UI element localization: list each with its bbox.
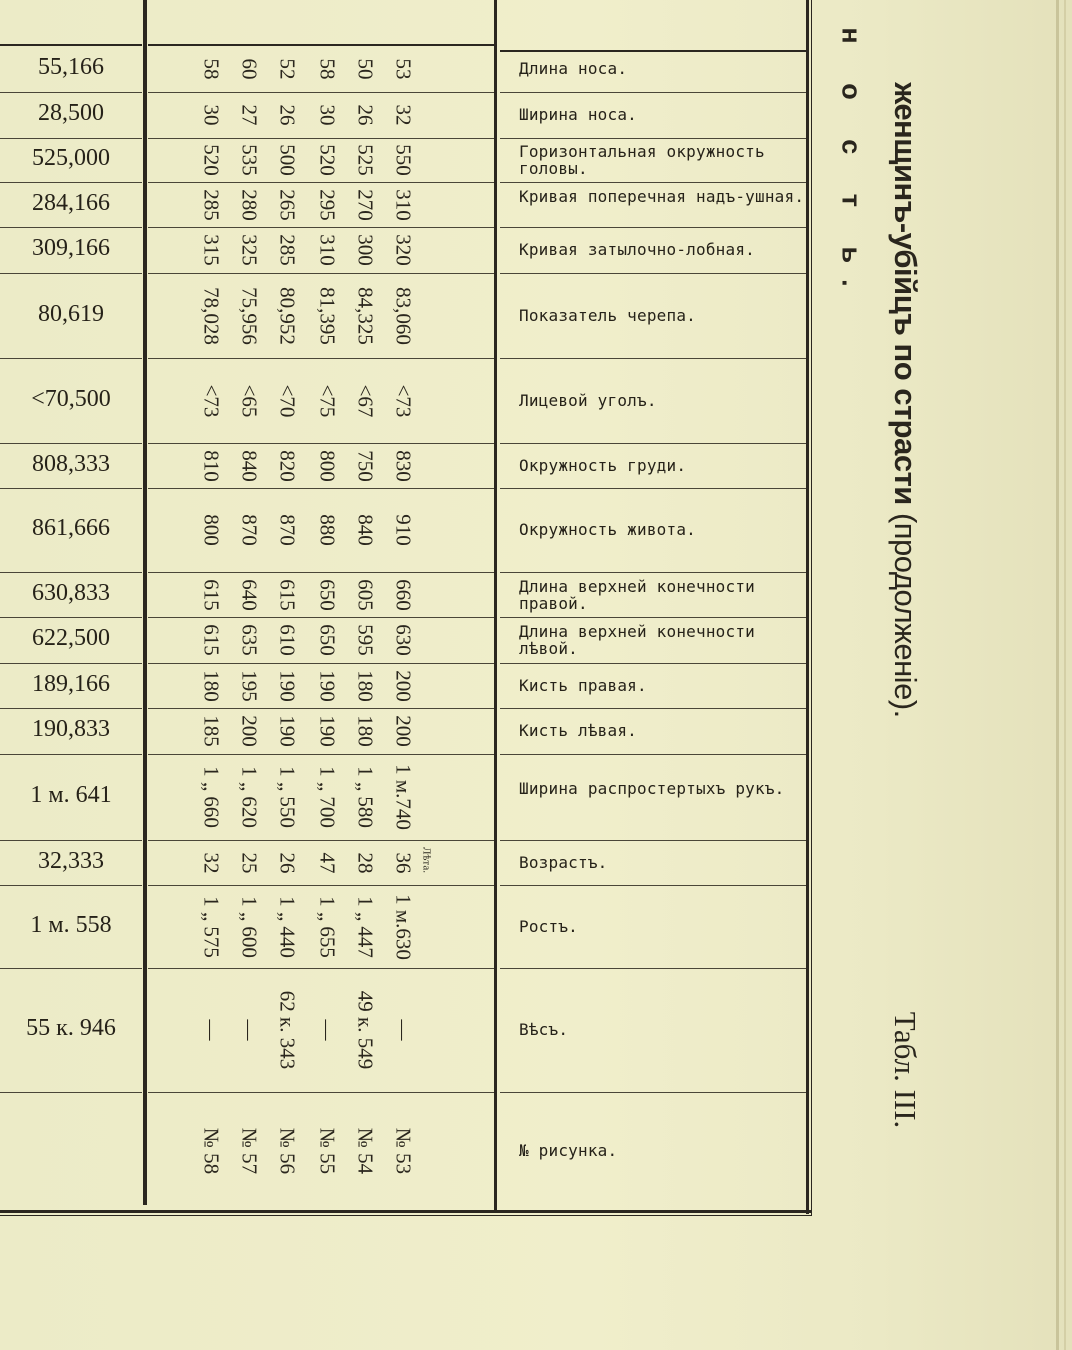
measurement-cell: 270 [353,188,378,221]
row-rule [500,968,806,969]
measurement-cell: 52 [275,58,300,80]
row-rule [0,182,142,183]
average-value: 630,833 [32,579,110,606]
measurement-cell: 820 [275,449,300,482]
row-rule [148,92,494,93]
average-value: <70,500 [31,385,111,412]
measurement-cell: 32 [199,852,224,873]
table-frame-right [811,0,812,1216]
measurement-cell: 58 [199,58,224,80]
average-value: 1 м. 558 [30,911,112,938]
measurement-cell: 640 [237,578,262,611]
row-rule [500,443,806,444]
measurement-cell: 83,060 [391,286,416,345]
measurement-cell: 800 [315,449,340,482]
measurement-cell: 180 [199,669,224,702]
measurement-cell: 325 [237,234,262,266]
row-rule [0,273,142,274]
average-value: 32,333 [38,847,104,874]
measurement-cell: <73 [391,384,416,417]
row-rule [148,182,494,183]
row-label: Показатель черепа. [519,305,696,325]
measurement-cell: 1 „ 700 [315,766,340,828]
row-rule [500,358,806,359]
table-frame-bottom [0,1215,812,1216]
table-title-continuation: (продолженіе). [888,504,923,718]
measurement-cell: 660 [391,578,416,611]
row-rule [0,443,142,444]
measurement-cell: 840 [237,449,262,482]
measurement-cell: — [315,1019,340,1041]
measurement-cell: 615 [275,578,300,611]
row-rule [0,572,142,573]
measurement-cell: 280 [237,188,262,221]
row-rule [0,227,142,228]
row-rule [500,92,806,93]
measurement-cell: 1 „ 660 [199,766,224,828]
row-rule [500,617,806,618]
table-frame-bottom [0,1210,812,1213]
row-rule [0,708,142,709]
measurement-cell: 200 [391,669,416,702]
measurement-cell: — [237,1019,262,1041]
row-rule [148,754,494,755]
measurement-cell: 80,952 [275,286,300,345]
measurement-cell: 195 [237,669,262,702]
measurement-cell: 190 [315,669,340,702]
measurement-cell: 1 „ 550 [275,766,300,828]
row-rule [0,1092,142,1093]
measurement-cell: 1 „ 620 [237,766,262,828]
row-rule [500,572,806,573]
age-unit: Лѣта. [420,846,433,874]
row-rule [148,138,494,139]
measurement-cell: 265 [275,188,300,221]
average-value: 808,333 [32,450,110,477]
row-label: Ширина распростертыхъ рукъ. [519,779,785,798]
row-rule [148,1092,494,1093]
row-rule [148,358,494,359]
measurement-cell: 1 „ 580 [353,766,378,828]
row-label: Длина верхней конечности правой. [519,576,755,613]
row-rule [500,182,806,183]
header-rule [148,44,494,46]
measurement-cell: 75,956 [237,286,262,345]
measurement-cell: 27 [237,104,262,126]
measurement-cell: 535 [237,144,262,176]
measurement-cell: 30 [315,104,340,126]
measurement-cell: 84,325 [353,286,378,345]
measurement-cell: 870 [237,514,262,546]
measurement-cell: 49 к. 549 [353,990,378,1070]
row-label: Ширина носа. [519,105,637,124]
row-label: Длина верхней конечности лѣвой. [519,622,755,658]
measurement-cell: 53 [391,58,416,80]
measurement-cell: 36 [391,852,416,873]
measurement-cell: 610 [275,624,300,656]
measurement-cell: <73 [199,384,224,417]
measurement-cell: 180 [353,715,378,747]
measurement-cell: 32 [391,104,416,126]
header-rule [0,44,142,46]
measurement-cell: 910 [391,514,416,546]
column-rule [496,0,497,1210]
row-rule [500,138,806,139]
page-edge [1056,0,1059,1350]
measurement-cell: 500 [275,144,300,176]
row-label: Ростъ. [519,916,578,936]
measurement-cell: 180 [353,669,378,702]
measurement-cell: 1 м.630 [391,893,416,960]
average-value: 1 м. 641 [30,782,112,808]
measurement-cell: 47 [315,852,340,873]
measurement-cell: 520 [315,144,340,176]
row-rule [148,572,494,573]
average-value: 55 к. 946 [26,1015,116,1041]
average-value: 622,500 [32,625,110,651]
row-rule [500,273,806,274]
table-title [887,82,923,718]
row-rule [148,840,494,841]
measurement-cell: № 53 [391,1127,416,1175]
measurement-cell: 50 [353,58,378,80]
row-rule [0,617,142,618]
average-value: 189,166 [32,670,110,697]
measurement-cell: 200 [391,715,416,747]
measurement-cell: 870 [275,514,300,546]
measurement-cell: 650 [315,578,340,611]
measurement-cell: 28 [353,852,378,873]
row-rule [148,617,494,618]
measurement-cell: 300 [353,234,378,266]
row-label: Кисть лѣвая. [519,721,637,740]
row-rule [148,227,494,228]
measurement-cell: 285 [275,234,300,266]
row-rule [0,840,142,841]
measurement-cell: 26 [275,852,300,873]
measurement-cell: 1 „ 440 [275,895,300,958]
measurement-cell: 1 „ 600 [237,895,262,958]
row-label: Окружность груди. [519,455,687,475]
measurement-cell: 320 [391,234,416,266]
measurement-cell: <70 [275,384,300,417]
average-value: 80,619 [38,300,104,327]
average-value: 309,166 [32,235,110,261]
measurement-cell: 81,395 [315,286,340,345]
measurement-cell: 550 [391,144,416,176]
measurement-cell: 58 [315,58,340,80]
row-rule [148,968,494,969]
row-rule [500,840,806,841]
row-rule [0,663,142,664]
row-rule [500,227,806,228]
measurement-cell: 190 [275,669,300,702]
measurement-cell: 615 [199,624,224,656]
row-rule [0,968,142,969]
row-rule [500,754,806,755]
row-label: Длина носа. [519,59,628,78]
measurement-cell: 62 к. 343 [275,990,300,1070]
row-rule [0,358,142,359]
row-label: Лицевой уголъ. [519,390,657,410]
row-label: № рисунка. [519,1141,618,1160]
row-rule [0,92,142,93]
row-label: Горизонтальная окружность головы. [519,142,765,178]
measurement-cell: — [391,1019,416,1041]
row-label: Кривая затылочно-лобная. [519,240,755,259]
measurement-cell: 315 [199,234,224,266]
row-rule [500,708,806,709]
measurement-cell: 615 [199,578,224,611]
row-rule [0,488,142,489]
measurement-cell: 595 [353,624,378,656]
row-label: Кисть правая. [519,675,647,695]
average-value: 284,166 [32,189,110,216]
measurement-cell: 635 [237,624,262,656]
measurement-cell: <65 [237,384,262,417]
measurement-cell: 525 [353,144,378,176]
row-rule [500,663,806,664]
measurement-cell: № 56 [275,1127,300,1175]
average-value: 190,833 [32,716,110,742]
average-value: 55,166 [38,54,104,80]
page-edge [1064,0,1066,1350]
measurement-cell: 25 [237,852,262,873]
measurement-cell: 810 [199,449,224,482]
measurement-cell: 26 [275,104,300,126]
measurement-cell: — [199,1019,224,1041]
measurement-cell: № 55 [315,1127,340,1175]
measurement-cell: 285 [199,188,224,221]
average-value: 28,500 [38,100,104,126]
row-rule [500,488,806,489]
table-title-bold: женщинъ-убійцъ по страсти [888,82,923,505]
row-rule [148,663,494,664]
measurement-cell: № 58 [199,1127,224,1175]
row-label: Возрастъ. [519,852,608,872]
measurement-cell: 30 [199,104,224,126]
average-value: 525,000 [32,145,110,171]
measurement-cell: 185 [199,715,224,747]
measurement-cell: 190 [315,715,340,747]
row-rule [0,885,142,886]
measurement-cell: 78,028 [199,286,224,345]
measurement-cell: 1 м.740 [391,764,416,830]
row-rule [0,138,142,139]
row-rule [0,754,142,755]
measurement-cell: 840 [353,514,378,546]
measurement-cell: 880 [315,514,340,546]
measurement-cell: <75 [315,384,340,417]
average-value: 861,666 [32,515,110,541]
measurement-cell: 1 „ 447 [353,895,378,958]
row-label: Вѣсъ. [519,1020,569,1039]
row-rule [148,885,494,886]
measurement-cell: 750 [353,449,378,482]
measurement-cell: 26 [353,104,378,126]
measurement-cell: 295 [315,188,340,221]
measurement-cell: № 54 [353,1127,378,1175]
measurement-cell: 310 [315,234,340,266]
measurement-cell: 605 [353,578,378,611]
measurement-cell: 60 [237,58,262,80]
row-rule [500,1092,806,1093]
measurement-cell: 190 [275,715,300,747]
row-label: Окружность живота. [519,520,696,539]
measurement-cell: <67 [353,384,378,417]
measurement-cell: 650 [315,624,340,656]
measurement-cell: 630 [391,624,416,656]
row-rule [148,273,494,274]
row-rule [148,443,494,444]
table-number: Табл. III. [888,1011,923,1129]
spaced-heading: н о с т ь. [836,27,867,303]
measurement-cell: 200 [237,715,262,747]
header-rule [500,50,806,52]
row-rule [148,708,494,709]
measurement-cell: № 57 [237,1127,262,1175]
measurement-cell: 310 [391,188,416,221]
row-rule [500,885,806,886]
measurement-cell: 1 „ 655 [315,895,340,958]
column-rule [143,0,147,1205]
row-label: Кривая поперечная надъ-ушная. [519,186,805,206]
measurement-cell: 520 [199,144,224,176]
row-rule [148,488,494,489]
measurement-cell: 1 „ 575 [199,895,224,958]
measurement-cell: 830 [391,449,416,482]
measurement-cell: 800 [199,514,224,546]
